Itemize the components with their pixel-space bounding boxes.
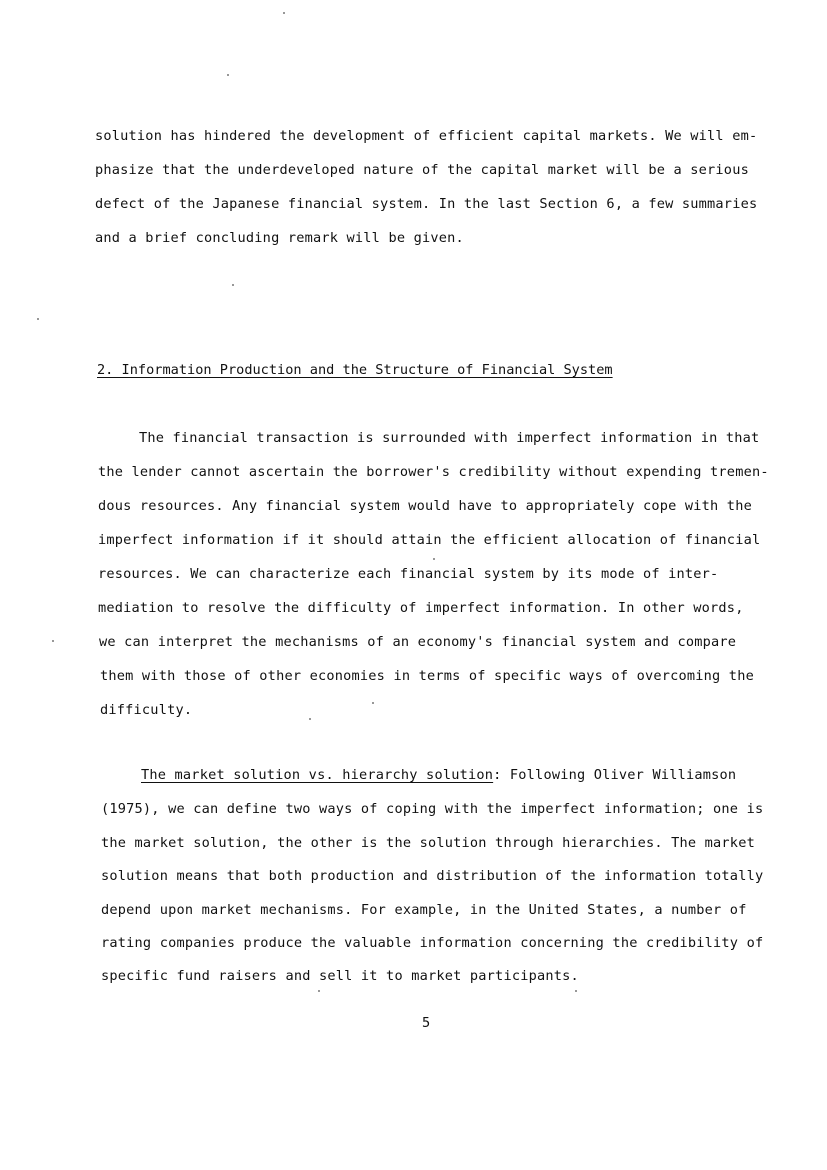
text-line: solution means that both production and distribution of the information totally <box>101 868 764 884</box>
scan-speck <box>227 74 229 76</box>
text-line: mediation to resolve the difficulty of imperfect information. In other words, <box>98 600 744 616</box>
text-line <box>141 767 736 783</box>
text-line: the market solution, the other is the solution through hierarchies. The market <box>101 835 755 851</box>
text-line: depend upon market mechanisms. For example, in the United States, a number of <box>101 902 747 918</box>
text-line: and a brief concluding remark will be given. <box>95 230 464 246</box>
text-line: solution has hindered the development of efficient capital markets. We will em- <box>95 128 758 144</box>
text-line: dous resources. Any financial system would have to appropriately cope with the <box>98 498 752 514</box>
scan-speck <box>232 284 234 286</box>
scan-speck <box>283 12 285 14</box>
text-line: them with those of other economies in terms of specific ways of overcoming the <box>100 668 754 684</box>
text-line: we can interpret the mechanisms of an economy's financial system and compare <box>99 634 737 650</box>
inline-subheading: The market solution vs. hierarchy solution <box>141 767 494 783</box>
text-line: resources. We can characterize each financial system by its mode of inter- <box>98 566 719 582</box>
text-line: defect of the Japanese financial system. In the last Section 6, a few summaries <box>95 196 758 212</box>
scan-speck <box>433 558 435 560</box>
text-line: the lender cannot ascertain the borrower's credibility without expending tremen- <box>98 464 769 480</box>
scan-speck <box>37 318 39 320</box>
scan-speck <box>575 990 577 992</box>
text-line: (1975), we can define two ways of coping with the imperfect information; one is <box>101 801 764 817</box>
scan-speck <box>318 990 320 992</box>
page-number: 5 <box>422 1015 431 1031</box>
scan-speck <box>52 640 54 642</box>
section-heading: 2. Information Production and the Structure of Financial System <box>97 362 613 378</box>
text-line: rating companies produce the valuable information concerning the credibility of <box>101 935 764 951</box>
text-line: phasize that the underdeveloped nature of the capital market will be a serious <box>95 162 749 178</box>
text-fragment: : Following Oliver Williamson <box>493 767 737 783</box>
text-line: specific fund raisers and sell it to market participants. <box>101 968 579 984</box>
scan-speck <box>309 718 311 720</box>
text-line: difficulty. <box>100 702 193 718</box>
text-line: The financial transaction is surrounded with imperfect information in that <box>139 430 760 446</box>
scan-speck <box>372 702 374 704</box>
text-line: imperfect information if it should attain the efficient allocation of financial <box>98 532 761 548</box>
